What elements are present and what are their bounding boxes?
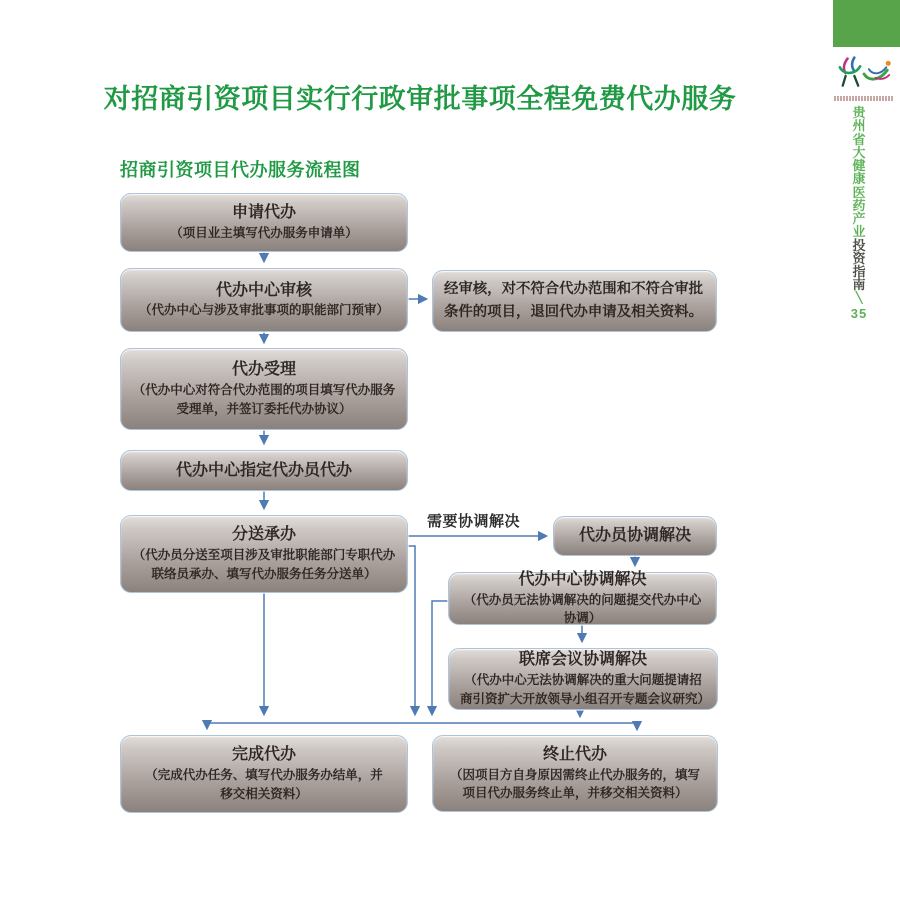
node-title: 联席会议协调解决 — [518, 651, 647, 669]
node-title: 分送承办 — [231, 526, 296, 544]
sidebar-vertical-title — [846, 106, 872, 320]
page-title: 对招商引资项目实行行政审批事项全程免费代办服务 — [103, 84, 737, 114]
node-title: 终止代办 — [542, 745, 607, 763]
node-subtitle: （完成代办任务、填写代办服务办结单，并移交相关资料） — [145, 768, 383, 801]
node-subtitle: （代办员分送至项目涉及审批职能部门专职代办联络员承办、填写代办服务任务分送单） — [132, 548, 396, 581]
flow-node-reject-note — [432, 270, 717, 332]
sidebar-series-subtitle: 投 资 指 南 — [852, 237, 866, 293]
flow-node-complete — [120, 735, 408, 813]
node-subtitle: （代办中心无法协调解决的重大问题提请招商引资扩大开放领导小组召开专题会议研究） — [460, 673, 711, 706]
node-subtitle: （因项目方自身原因需终止代办服务的，填写项目代办服务终止单，并移交相关资料） — [449, 767, 700, 801]
coordination-branch-label: 需要协调解决 — [427, 513, 521, 530]
flow-node-center-coordination — [448, 572, 717, 625]
node-title: 代办中心指定代办员代办 — [175, 461, 352, 479]
sidebar-page-number: 35 — [850, 305, 868, 321]
node-subtitle: （项目业主填写代办服务申请单） — [170, 225, 358, 240]
node-title: 申请代办 — [231, 204, 296, 222]
node-title: 完成代办 — [231, 746, 296, 764]
brand-logo-icon — [834, 55, 896, 100]
flowchart-heading: 招商引资项目代办服务流程图 — [120, 160, 361, 180]
flow-node-apply — [120, 193, 408, 252]
logo-tagline — [834, 96, 894, 101]
flow-node-assign — [120, 450, 408, 491]
sidebar-series-title: 贵 州 省 大 健 康 医 药 产 业 — [852, 105, 866, 240]
node-subtitle: （代办中心对符合代办范围的项目填写代办服务受理单，并签订委托代办协议） — [132, 383, 396, 416]
flow-node-agent-coordination — [553, 516, 717, 556]
node-title: 代办中心协调解决 — [518, 570, 647, 588]
node-subtitle: （代办中心与涉及审批事项的职能部门预审） — [138, 303, 389, 318]
flow-node-dispatch — [120, 515, 408, 593]
corner-green-block — [833, 0, 900, 47]
flow-node-accept — [120, 348, 408, 430]
node-text: 经审核，对不符合代办范围和不符合审批条件的项目，退回代办申请及相关资料。 — [444, 280, 704, 320]
node-title: 代办受理 — [231, 361, 296, 379]
node-subtitle: （代办员无法协调解决的问题提交代办中心协调） — [463, 592, 702, 626]
node-title: 代办员协调解决 — [578, 527, 691, 545]
sidebar-separator: ╲ — [855, 291, 863, 304]
flow-node-terminate — [432, 735, 718, 812]
node-title: 代办中心审核 — [215, 281, 312, 299]
flow-node-joint-meeting — [448, 648, 718, 710]
flow-node-center-review — [120, 268, 408, 332]
